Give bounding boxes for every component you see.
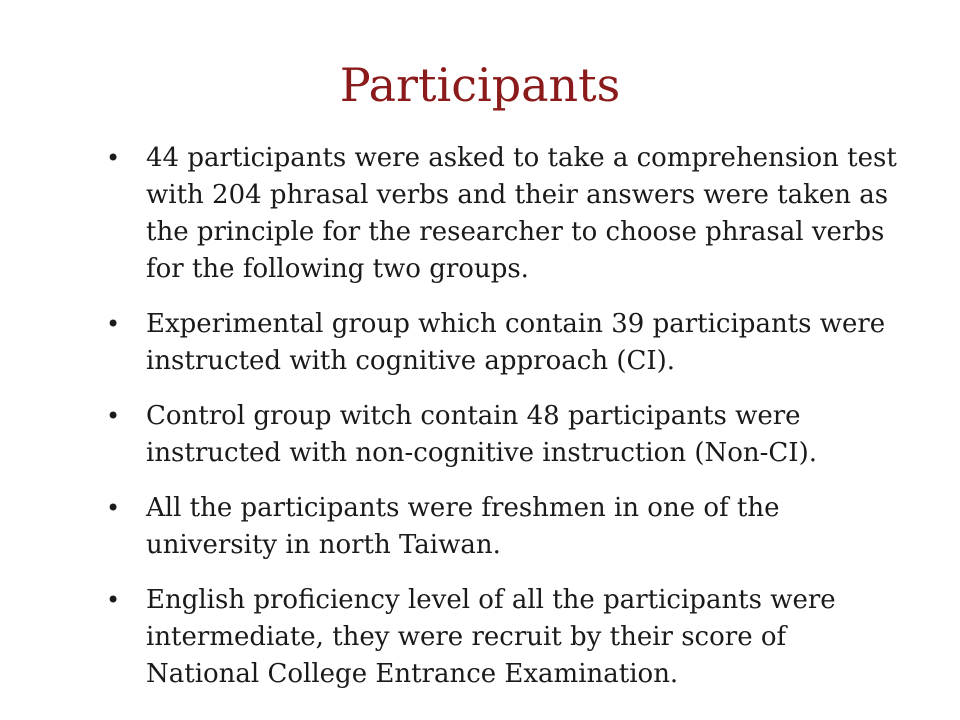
bullet-icon: • bbox=[106, 586, 121, 614]
bullet-text-line: the principle for the researcher to choose phrasal verbs bbox=[146, 217, 885, 247]
bullet-item-2 bbox=[106, 306, 886, 380]
bullet-list bbox=[106, 140, 897, 711]
bullet-icon: • bbox=[106, 494, 121, 522]
bullet-text-line: for the following two groups. bbox=[146, 254, 529, 284]
bullet-text-line: All the participants were freshmen in one of the bbox=[146, 493, 780, 523]
bullet-text-line: university in north Taiwan. bbox=[146, 530, 501, 560]
bullet-item-3 bbox=[106, 398, 876, 472]
bullet-item-5 bbox=[106, 582, 876, 693]
bullet-text-line: English proficiency level of all the participants were bbox=[146, 585, 836, 615]
slide-title: Participants bbox=[339, 58, 621, 112]
bullet-icon: • bbox=[106, 144, 121, 172]
bullet-text-line: Experimental group which contain 39 participants were bbox=[146, 309, 886, 339]
bullet-text-line: intermediate, they were recruit by their score of bbox=[146, 622, 787, 652]
bullet-text-line: with 204 phrasal verbs and their answers were taken as bbox=[146, 180, 889, 210]
bullet-text-line: Control group witch contain 48 participants were bbox=[146, 401, 801, 431]
bullet-text-line: 44 participants were asked to take a comprehension test bbox=[146, 143, 897, 173]
bullet-text-line: instructed with non-cognitive instruction (Non-CI). bbox=[146, 438, 817, 468]
bullet-icon: • bbox=[106, 402, 121, 430]
bullet-text-line: National College Entrance Examination. bbox=[146, 659, 679, 689]
bullet-item-1 bbox=[106, 140, 897, 288]
bullet-text-line: instructed with cognitive approach (CI). bbox=[146, 346, 676, 376]
bullet-item-4 bbox=[106, 490, 876, 564]
bullet-icon: • bbox=[106, 310, 121, 338]
